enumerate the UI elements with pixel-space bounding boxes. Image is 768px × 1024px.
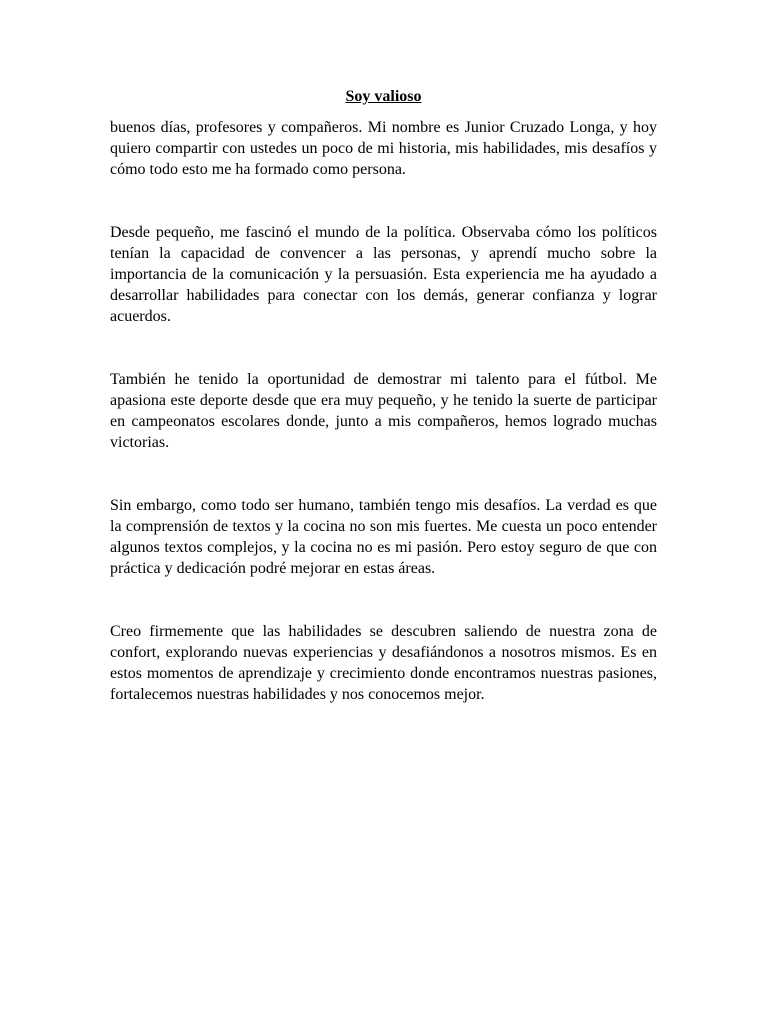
document-body <box>110 86 657 705</box>
paragraph-conclusion: Creo firmemente que las habilidades se descubren saliendo de nuestra zona de confort, explorando nuevas experiencias y desafiándonos a nosotros mismos. Es en estos momentos de aprendizaje y crecimiento donde encontramos nuestras pasiones, fortalecemos nuestras habilidades y nos conocemos mejor. <box>110 623 657 703</box>
paragraph-politics: Desde pequeño, me fascinó el mundo de la política. Observaba cómo los políticos tenían la capacidad de convencer a las personas, y aprendí mucho sobre la importancia de la comunicación y la persuasión. Esta experiencia me ha ayudado a desarrollar habilidades para conectar con los demás, generar confianza y lograr acuerdos. <box>110 224 657 325</box>
paragraph-football: También he tenido la oportunidad de demostrar mi talento para el fútbol. Me apasiona este deporte desde que era muy pequeño, y he tenido la suerte de participar en campeonatos escolares donde, junto a mis compañeros, hemos logrado muchas victorias. <box>110 371 657 451</box>
paragraph-challenges: Sin embargo, como todo ser humano, también tengo mis desafíos. La verdad es que la comprensión de textos y la cocina no son mis fuertes. Me cuesta un poco entender algunos textos complejos, y la cocina no es mi pasión. Pero estoy seguro de que con práctica y dedicación podré mejorar en estas áreas. <box>110 497 657 577</box>
document-title: Soy valioso <box>345 88 422 105</box>
paragraph-introduction: buenos días, profesores y compañeros. Mi nombre es Junior Cruzado Longa, y hoy quiero compartir con ustedes un poco de mi historia, mis habilidades, mis desafíos y cómo todo esto me ha formado como persona. <box>110 119 657 178</box>
